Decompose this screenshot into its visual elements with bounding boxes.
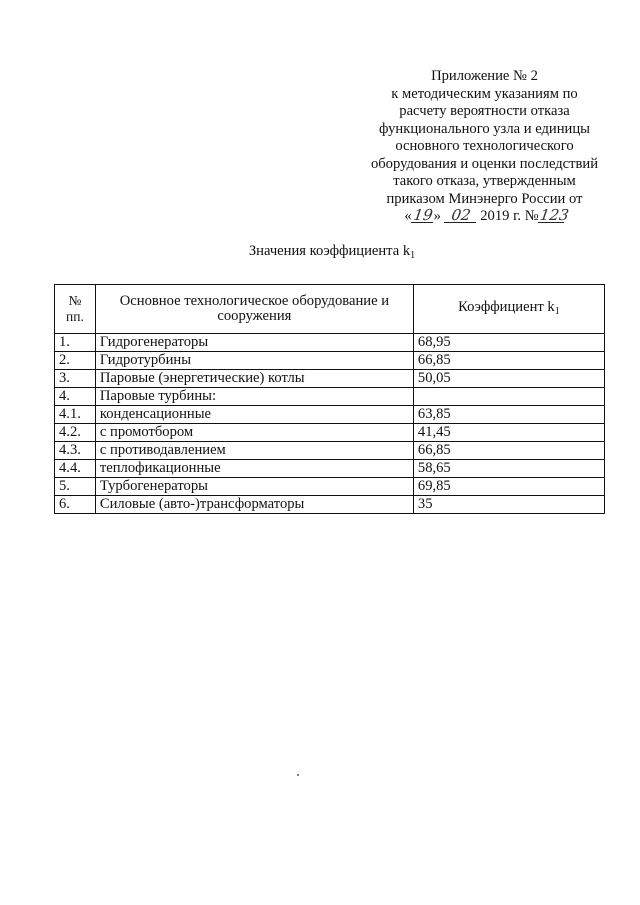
table-row — [55, 460, 605, 478]
header-number-symbol: № — [68, 293, 82, 308]
header-coefficient-subscript: 1 — [554, 305, 560, 317]
row-equipment: теплофикационные — [95, 460, 413, 478]
table-title — [0, 243, 640, 261]
row-equipment: Силовые (авто-)трансформаторы — [95, 496, 413, 514]
row-equipment: Паровые (энергетические) котлы — [95, 370, 413, 388]
row-number: 1. — [55, 334, 96, 352]
row-number: 5. — [55, 478, 96, 496]
table-row — [55, 388, 605, 406]
appendix-text-line: такого отказа, утвержденным — [393, 173, 576, 189]
appendix-date-line — [352, 208, 617, 226]
row-equipment: конденсационные — [95, 406, 413, 424]
table-title-subscript: 1 — [410, 250, 416, 261]
scan-speck — [297, 774, 299, 776]
row-coefficient: 66,85 — [413, 352, 604, 370]
row-number: 4.2. — [55, 424, 96, 442]
row-number: 3. — [55, 370, 96, 388]
row-equipment: с промотбором — [95, 424, 413, 442]
row-coefficient: 69,85 — [413, 478, 604, 496]
row-coefficient: 41,45 — [413, 424, 604, 442]
table-row — [55, 352, 605, 370]
appendix-text-line: функционального узла и единицы — [379, 120, 590, 137]
row-equipment: Паровые турбины: — [95, 388, 413, 406]
coefficient-table — [54, 284, 605, 514]
table-row — [55, 370, 605, 388]
date-open-quote: « — [404, 208, 412, 224]
row-number: 4. — [55, 388, 96, 406]
date-year: 2019 г. № — [480, 208, 539, 224]
table-row — [55, 442, 605, 460]
appendix-text-line: расчету вероятности отказа — [399, 103, 570, 119]
row-coefficient — [413, 388, 604, 406]
row-coefficient: 35 — [413, 496, 604, 514]
row-number: 6. — [55, 496, 96, 514]
header-number-abbr: пп. — [66, 309, 84, 324]
row-number: 2. — [55, 352, 96, 370]
appendix-title: Приложение № 2 — [431, 68, 538, 84]
row-equipment: Гидрогенераторы — [95, 334, 413, 352]
row-equipment: с противодавлением — [95, 442, 413, 460]
header-equipment: Основное технологическое оборудование и сооружения — [95, 285, 413, 334]
row-coefficient: 63,85 — [413, 406, 604, 424]
row-coefficient: 68,95 — [413, 334, 604, 352]
table-row — [55, 478, 605, 496]
header-number — [55, 285, 96, 334]
appendix-header — [352, 68, 617, 226]
row-equipment: Гидротурбины — [95, 352, 413, 370]
table-row — [55, 424, 605, 442]
handwritten-month: 02 — [444, 208, 478, 223]
row-number: 4.3. — [55, 442, 96, 460]
handwritten-day: 19 — [411, 206, 434, 224]
row-number: 4.4. — [55, 460, 96, 478]
row-coefficient: 66,85 — [413, 442, 604, 460]
row-coefficient: 50,05 — [413, 370, 604, 388]
appendix-text-line: к методическим указаниям по — [391, 85, 578, 102]
row-number: 4.1. — [55, 406, 96, 424]
table-title-text: Значения коэффициента k — [248, 243, 411, 259]
table-row — [55, 496, 605, 514]
appendix-text-line: оборудования и оценки последствий — [370, 155, 599, 172]
date-close-quote: » — [433, 208, 441, 224]
header-coefficient-text: Коэффициент k — [458, 298, 555, 315]
appendix-text-line: основного технологического — [395, 138, 574, 154]
appendix-text-line: приказом Минэнерго России от — [386, 190, 583, 207]
table-row — [55, 406, 605, 424]
table-row — [55, 334, 605, 352]
header-coefficient — [413, 285, 604, 334]
row-equipment: Турбогенераторы — [95, 478, 413, 496]
handwritten-order-number: 123 — [538, 206, 570, 224]
table-header-row — [55, 285, 605, 334]
row-coefficient: 58,65 — [413, 460, 604, 478]
